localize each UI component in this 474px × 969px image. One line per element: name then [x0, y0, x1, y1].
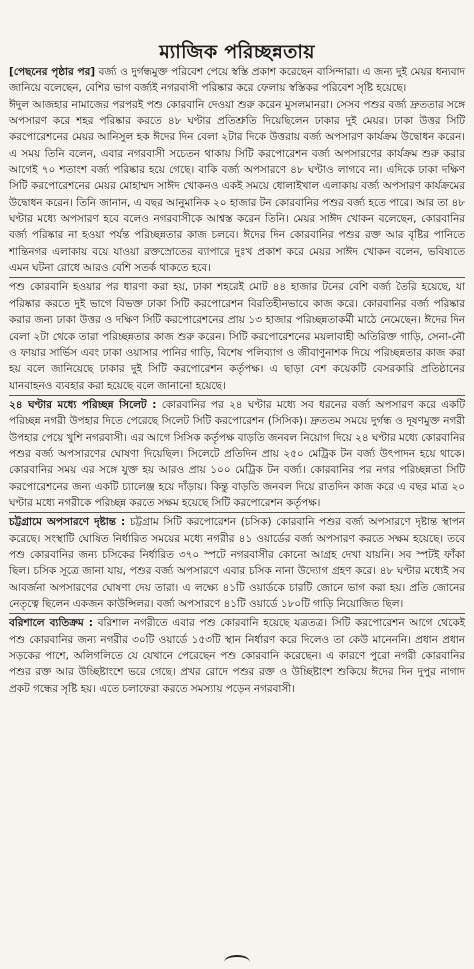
article-title: ম্যাজিক পরিচ্ছন্নতায় — [159, 41, 315, 63]
article-body — [9, 64, 465, 951]
paragraph-3 — [9, 279, 465, 393]
paragraph-lead: বরিশালে ব্যতিক্রম : — [9, 617, 93, 630]
paragraph-2 — [9, 97, 465, 277]
paragraph-text: চট্টগ্রাম সিটি করপোরেশন (চসিক) কোরবানি পশুর বর্জ্য অপসারণে দৃষ্টান্ত স্থাপন করেছে। সংস্থাটি ঘোষিত নির্ধারিত সময়ের মধ্যে নগরীর ৪১ ওয়ার্ডের বর্জ্য অপসারণ করতে সক্ষম হয়েছে। তবে পশু কোরবানির জন্য চসিকের নির্ধারিত ৩৭০ স্পটে নগরবাসীর কোনো আগ্রহ দেখা যায়নি। সব স্পটই ফাঁকা ছিল। চসিক সূত্রে জানা যায়, পশুর বর্জ্য অপসারণে এবার চসিক নানা উদ্যোগ গ্রহণ করে। ৪৮ ঘণ্টার মধ্যেই সব আবর্জনা অপসারণের ঘোষণা দেয় তারা। এ লক্ষ্যে ৪১টি ওয়ার্ডকে চারটি জোনে ভাগ করা হয়। প্রতি জোনের নেতৃত্বে ছিলেন একজন কাউন্সিলর। বর্জ্য অপসারণে ৪১টি ওয়ার্ডে ১৮০টি গাড়ি নিয়োজিত ছিল। — [9, 516, 466, 610]
paragraph-5 — [9, 514, 465, 612]
paragraph-text: বরিশাল নগরীতে এবার পশু কোরবানি হয়েছে যত্রতত্র। সিটি করপোরেশন আগে থেকেই পশু কোরবানির জন্য নগরীর ৩০টি ওয়ার্ডে ১৫৩টি স্থান নির্ধারণ করে দিলেও তা কেউ মানেননি। প্রধান প্রধান সড়কের পাশে, অলিগলিতে যে যেখানে পেরেছেন পশু কোরবানি করেছেন। এ কারণে পুরো নগরী কোরবানির পশুর রক্ত আর উচ্ছিষ্টাংশে ভরে গেছে। প্রখর রোদে পশুর রক্ত ও উচ্ছিষ্টাংশ শুকিয়ে ঈদের দিন দুপুর নাগাদ প্রকট গন্ধের সৃষ্টি হয়। এতে চলাফেরা করতে সমস্যায় পড়েন নগরবাসী। — [9, 617, 465, 695]
page-edge-mark — [224, 955, 250, 969]
paragraph-text: ঈদুল আজহার নামাজের পরপরই পশু কোরবানি দেওয়া শুরু করেন মুসলমানরা। সেসব পশুর বর্জ্য দ্রুততার সঙ্গে অপসারণ করে শহর পরিষ্কার করতে ৪৮ ঘণ্টার প্রতিশ্রুতি দিয়েছিলেন ঢাকার দুই মেয়র। ঢাকা উত্তর সিটি করপোরেশনের মেয়র আনিসুল হক ঈদের দিন বেলা ২টার দিকে উত্তরায় বর্জ্য অপসারণ কার্যক্রম উদ্বোধন করেন। এ সময় তিনি বলেন, এবার নগরবাসী সচেতন থাকায় সিটি করপোরেশন বর্জ্য অপসারণের কার্যক্রম শুরু করার আগেই ৭০ শতাংশ বর্জ্য পরিষ্কার হয়ে গেছে। বাকি বর্জ্য অপসারণে ৪৮ ঘণ্টাও লাগবে না। এদিকে ঢাকা দক্ষিণ সিটি করপোরেশনের মেয়র মোহাম্মদ সাঈদ খোকনও একই সময়ে ধোলাইখাল এলাকায় বর্জ্য অপসারণ কার্যক্রমের উদ্বোধন করেন। তিনি জানান, এ বছর আনুমানিক ২০ হাজার টন কোরবানির পশুর বর্জ্য হতে পারে। আর তা ৪৮ ঘণ্টার মধ্যে অপসারণ হবে বলেও নগরবাসীকে আশ্বস্ত করেন তিনি। মেয়র সাঈদ খোকন বলেছেন, কোরবানির বর্জ্য পরিষ্কার না হওয়া পর্যন্ত পরিচ্ছন্নতার কাজ চলবে। ঈদের দিন কোরবানির পশুর রক্ত আর বৃষ্টির পানিতে শান্তিনগর এলাকায় বয়ে যাওয়া রক্তস্রোতের ব্যাপারে দুঃখ প্রকাশ করে মেয়র সাঈদ খোকন বলেন, ভবিষ্যতে এমন ঘটনা রোধে আরও বেশি সতর্ক থাকতে হবে। — [9, 98, 465, 275]
paragraph-1 — [9, 64, 465, 97]
section-divider — [9, 512, 465, 513]
paragraph-lead: চট্টগ্রামে অপসারণে দৃষ্টান্ত : — [9, 516, 126, 529]
paragraph-6 — [9, 615, 465, 697]
paragraph-text: কোরবানির পর ২৪ ঘণ্টার মধ্যে সব ধরনের বর্জ্য অপসারণ করে একটি পরিচ্ছন্ন নগরী উপহার দিতে পেরেছে সিলেট সিটি করপোরেশন (সিসিক)। দ্রুততম সময়ে দুর্গন্ধ ও দূষণমুক্ত নগরী উপহার পেয়ে খুশি নগরবাসী। এর আগে সিসিক কর্তৃপক্ষ বাড়তি জনবল নিয়োগ দিয়ে ২৪ ঘণ্টার মধ্যে কোরবানির পশুর বর্জ্য অপসারণের ঘোষণা দিয়েছিল। সিলেটে প্রতিদিন প্রায় ২৫০ মেট্রিক টন বর্জ্য উৎপাদন হয়ে থাকে। কোরবানির সময় এর সঙ্গে যুক্ত হয় আরও প্রায় ১০০ মেট্রিক টন বর্জ্য। কোরবানির পর নগর পরিচ্ছন্নতা সিটি করপোরেশনের জন্য একটি চ্যালেঞ্জ হয়ে দাঁড়ায়। কিন্তু বাড়তি জনবল দিয়ে রাতদিন কাজ করে এ বছর মাত্র ২০ ঘণ্টার মধ্যে নগরীকে পরিচ্ছন্ন করতে সক্ষম হয়েছে সিটি করপোরেশন কর্তৃপক্ষ। — [9, 398, 465, 509]
paragraph-4 — [9, 397, 465, 511]
paragraph-lead: ২৪ ঘণ্টার মধ্যে পরিচ্ছন্ন সিলেট : — [9, 398, 157, 411]
section-divider — [9, 613, 465, 614]
paragraph-text: পশু কোরবানি হওয়ার পর ধারণা করা হয়, ঢাকা শহরেই মোট ৪৪ হাজার টনের বেশি বর্জ্য তৈরি হয়েছে, যা পরিষ্কার করতে দুই ভাগে বিভক্ত ঢাকা সিটি করপোরেশন বিরতিহীনভাবে কাজ করে। কোরবানির বর্জ্য পরিষ্কার করার জন্য ঢাকা উত্তর ও দক্ষিণ সিটি করপোরেশনের প্রায় ১৩ হাজার পরিচ্ছন্নতাকর্মী মাঠে নেমেছেন। ঈদের দিন বেলা ২টা থেকে তারা পরিচ্ছন্নতার কাজ শুরু করেন। সিটি করপোরেশনের ময়লাবাহী অতিরিক্ত গাড়ি, সেনা-নৌ ও ফায়ার সার্ভিস এবং ঢাকা ওয়াসার পানির গাড়ি, বিশেষ পলিব্যাগ ও জীবাণুনাশক দিয়ে পরিচ্ছন্নতার কাজ করা হয় বলে জানিয়েছে ঢাকার দুই সিটি করপোরেশন কর্তৃপক্ষ। এ ছাড়া বেশ কয়েকটি বেসরকারি প্রতিষ্ঠানের যানবাহনও ব্যবহার করা হয়েছে বলে জানানো হয়েছে। — [9, 281, 465, 392]
paragraph-lead: [পেছনের পৃষ্ঠার পর] — [9, 66, 96, 78]
section-divider — [9, 277, 465, 278]
paragraph-text: বর্জ্য ও দুর্গন্ধমুক্ত পরিবেশ পেয়ে স্বস্তি প্রকাশ করেছেন বাসিন্দারা। এ জন্য দুই মেয়র ধন্যবাদ জানিয়ে বলেছেন, বেশির ভাগ বর্জ্যই নগরবাসী পরিষ্কার করে ফেলায় স্বস্তিকর পরিবেশ সৃষ্টি হয়েছে। — [9, 66, 465, 95]
section-divider — [9, 395, 465, 396]
